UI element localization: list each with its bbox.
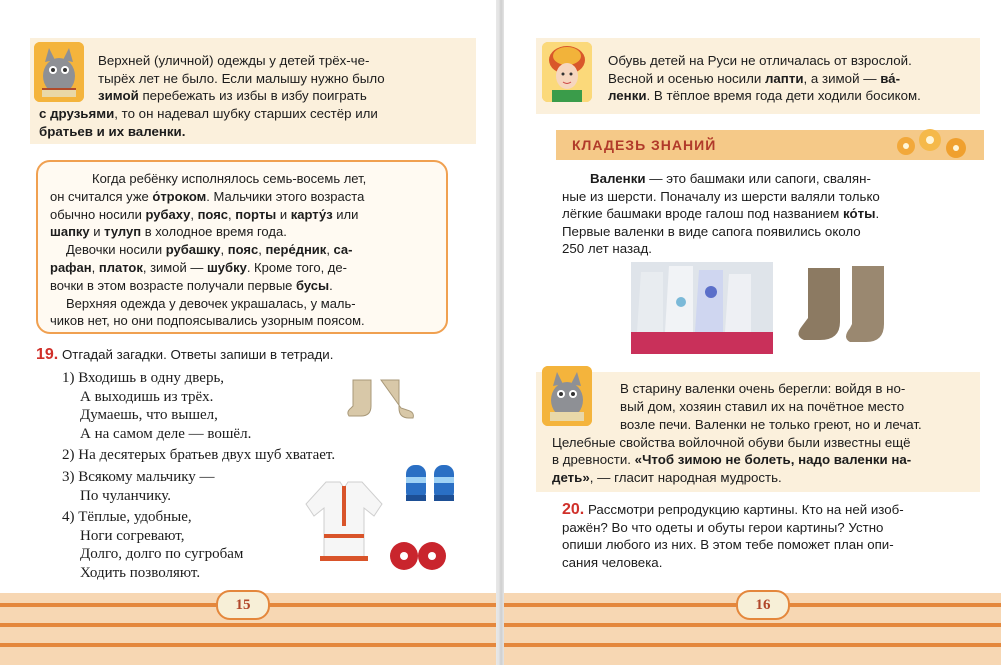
left-page	[0, 0, 496, 665]
page-number-right: 16	[736, 590, 790, 620]
mittens-blue-illustration	[402, 459, 462, 509]
right-intro-text: Обувь детей на Руси не отличалась от взрослой. Весной и осенью носили лапти, а зимой — ва́- ленки. В тёплое время года дети ходили босиком.	[608, 53, 921, 104]
grey-felt-boots-photo	[794, 262, 902, 350]
left-intro-text-cont: с друзьями, то он надевал шубку старших сестёр или братьев и их валенки.	[39, 106, 378, 139]
riddles: 1) Входишь в одну дверь, А выходишь из трёх. Думаешь, что вышел, А на самом деле — вошёл. 2) На десятерых братьев двух шуб хватает. 3) Всякому мальчику — По чуланчику. 4) Тёплые, удобные, Ноги согревают, Долго, долго по сугробам Ходить позволяют.	[62, 370, 336, 581]
shirt-illustration	[304, 478, 384, 566]
cat-tip-text: В старину валенки очень берегли: войдя в но- вый дом, хозяин ставил их на почётное место	[620, 381, 906, 414]
page-number-left: 15	[216, 590, 270, 620]
flower-ornament-icon	[892, 126, 972, 164]
girl-avatar-icon	[542, 42, 592, 102]
mittens-red-illustration	[388, 534, 448, 574]
felt-boots-illustration	[345, 376, 417, 424]
left-intro-text: Верхней (уличной) одежды у детей трёх-че- тырёх лет не было. Если малышу нужно было зимой перебежать из избы в избу поиграть	[98, 53, 385, 104]
task-19-header: 19. Отгадай загадки. Ответы запиши в тетради.	[36, 346, 334, 363]
right-page	[504, 0, 1001, 665]
knowledge-text: Валенки — это башмаки или сапоги, свалян- ные из шерсти. Поначалу из шерсти валяли только лёгкие башмаки вроде галош под названием ко́ты. Первые валенки в виде сапога появились около 250 лет назад.	[562, 171, 880, 257]
task-20: 20. Рассмотри репродукцию картины. Кто на ней изоб- ражён? Во что одеты и обуты герои картины? Устно опиши любого из них. В этом тебе поможет план опи- сания человека.	[562, 501, 904, 570]
clothing-info-text: Когда ребёнку исполнялось семь-восемь лет, он считался уже о́троком. Мальчики этого возраста обычно носили рубаху, пояс, порты и карту́з или шапку и тулуп в холодное время года. Девочки носили рубашку, пояс, пере́дник, са- рафан, платок, зимой — шубку. Кроме того, де- вочки в этом возрасте получали первые бусы. Верхняя одежда у девочек украшалась, у маль- чиков нет, но они подпоясывались узорным поясом.	[50, 171, 367, 329]
cat-tip-text-cont: возле печи. Валенки не только греют, но и лечат. Целебные свойства войлочной обуви были известны ещё в древности. «Чтоб зимою не болеть, надо валенки на- деть», — гласит народная мудрость.	[552, 417, 922, 485]
felt-boots-photo	[631, 262, 773, 354]
cat-avatar-icon	[34, 42, 84, 102]
knowledge-title: КЛАДЕЗЬ ЗНАНИЙ	[556, 130, 984, 160]
